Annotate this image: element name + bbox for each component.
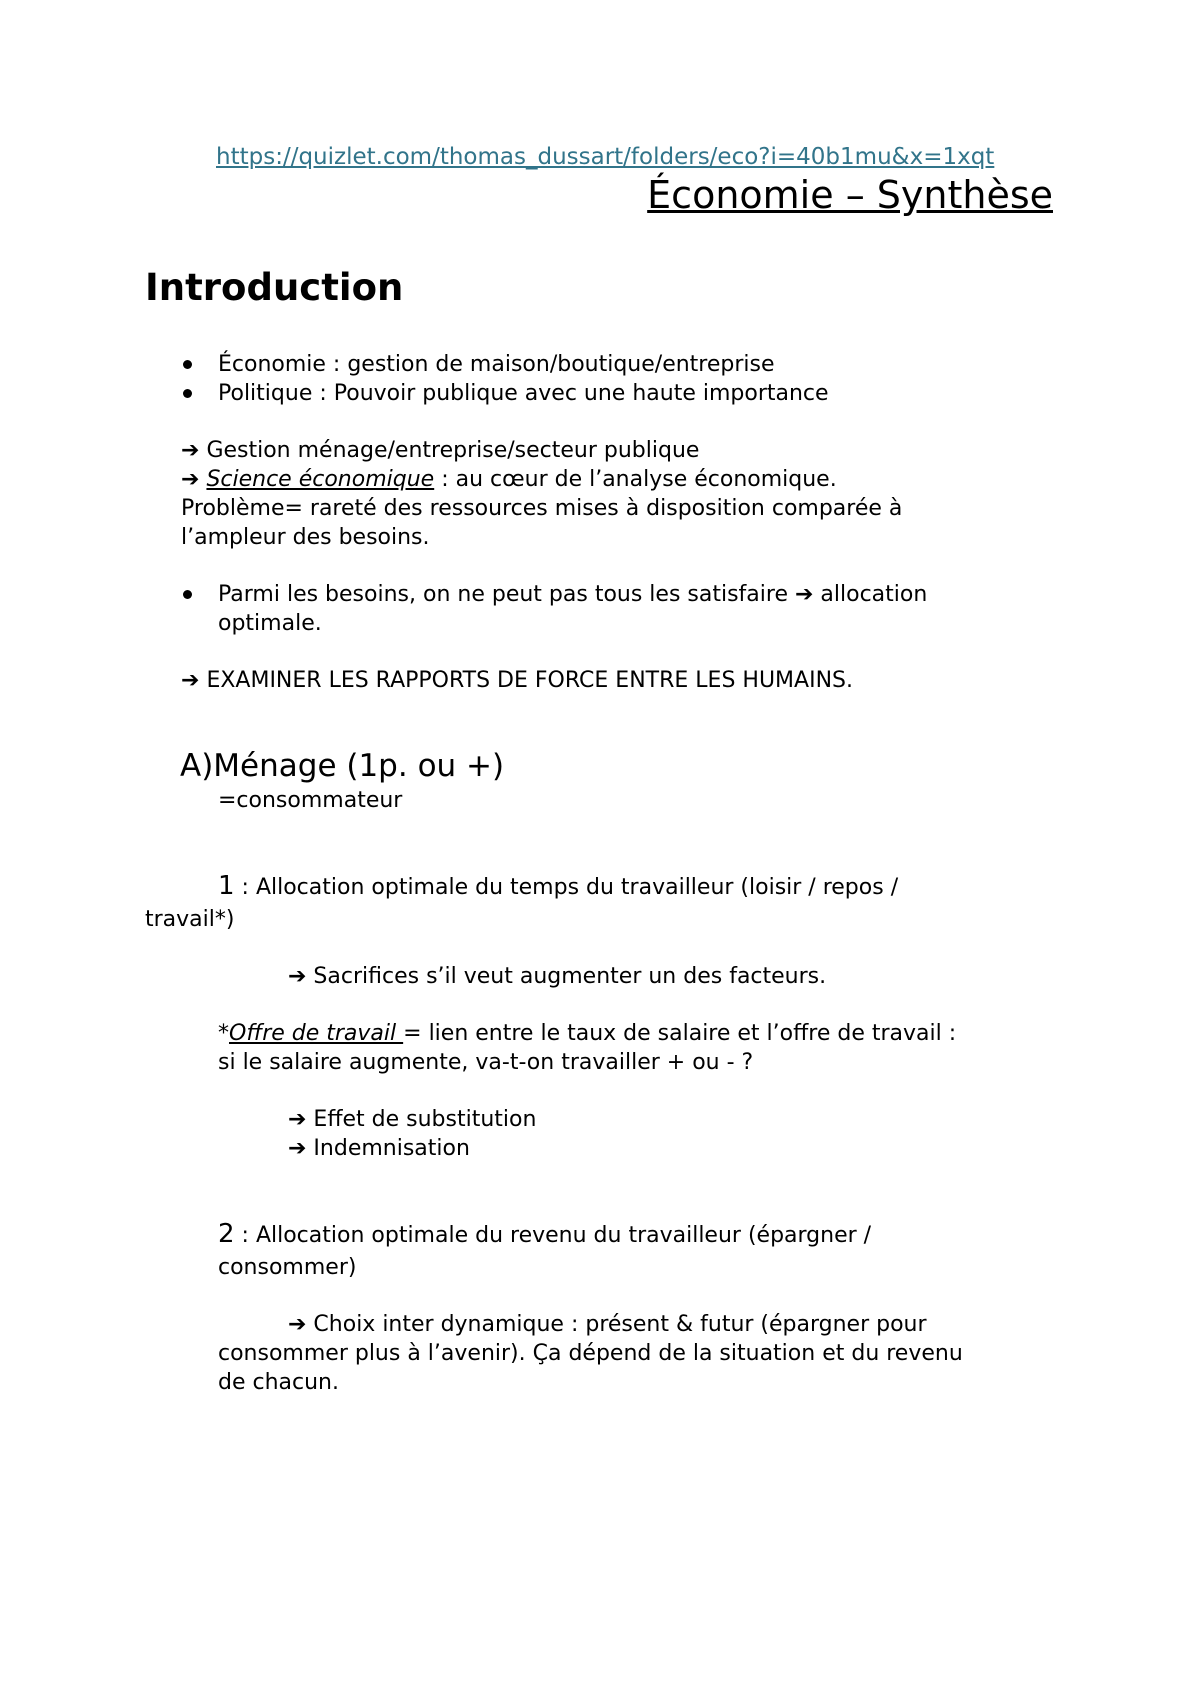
intro-arrow-examiner [181,666,853,695]
examiner-text: EXAMINER LES RAPPORTS DE FORCE ENTRE LES HUMAINS. [206,668,853,693]
offre-de-travail-definition: = lien entre le taux de salaire et l’offre de travail : [403,1021,957,1046]
effect-indemnisation: ➔ Indemnisation [288,1136,470,1161]
point-1-arrow-sacrifices: ➔ Sacrifices s’il veut augmenter un des facteurs. [288,964,827,989]
introduction-heading: Introduction [145,266,404,309]
point-2-number: 2 [218,1219,235,1249]
note-star: * [218,1021,229,1046]
point-2-arrow-choix: ➔ Choix inter dynamique : présent & futur (épargner pour [288,1312,927,1337]
gestion-text: Gestion ménage/entreprise/secteur publique [206,438,700,463]
point-2-line1 [218,1220,871,1250]
point-2-line2: consommer) [218,1255,357,1280]
point-1-line1 [218,872,898,902]
intro-bullet-politique: Politique : Pouvoir publique avec une haute importance [218,381,829,406]
arrow-icon: ➔ [181,668,200,693]
effect-substitution: ➔ Effet de substitution [288,1107,537,1132]
point-2-text: : Allocation optimale du revenu du travailleur (épargner / [234,1223,872,1248]
bullet-icon [183,590,192,599]
quizlet-link[interactable]: https://quizlet.com/thomas_dussart/folders/eco?i=40b1mu&x=1xqt [216,144,995,170]
offre-de-travail-term: Offre de travail [229,1021,404,1046]
bullet-icon [183,389,192,398]
section-a-heading: A)Ménage (1p. ou +) [180,748,505,784]
arrow-icon: ➔ [181,467,200,492]
point-1-line2: travail*) [145,907,235,932]
science-economique-term: Science économique [206,467,435,492]
intro-arrow-gestion [181,436,699,465]
intro-arrow-science [181,465,837,494]
document-title: Économie – Synthèse [647,173,1053,217]
offre-de-travail-line2: si le salaire augmente, va-t-on travailler + ou - ? [218,1050,754,1075]
point-2-choix-line2: consommer plus à l’avenir). Ça dépend de la situation et du revenu [218,1341,963,1366]
intro-bullet-besoins-line2: optimale. [218,611,322,636]
section-a-subheading: =consommateur [218,788,403,813]
science-economique-definition: : au cœur de l’analyse économique. [434,467,837,492]
problem-line-2: l’ampleur des besoins. [181,525,430,550]
point-1-number: 1 [218,871,235,901]
bullet-icon [183,360,192,369]
point-1-text: : Allocation optimale du temps du travailleur (loisir / repos / [234,875,899,900]
offre-de-travail-line1 [218,1019,956,1048]
arrow-icon: ➔ [181,438,200,463]
problem-line-1: Problème= rareté des ressources mises à disposition comparée à [181,496,903,521]
intro-bullet-besoins-line1: Parmi les besoins, on ne peut pas tous les satisfaire ➔ allocation [218,582,928,607]
intro-bullet-economie: Économie : gestion de maison/boutique/entreprise [218,352,775,377]
point-2-choix-line3: de chacun. [218,1370,339,1395]
